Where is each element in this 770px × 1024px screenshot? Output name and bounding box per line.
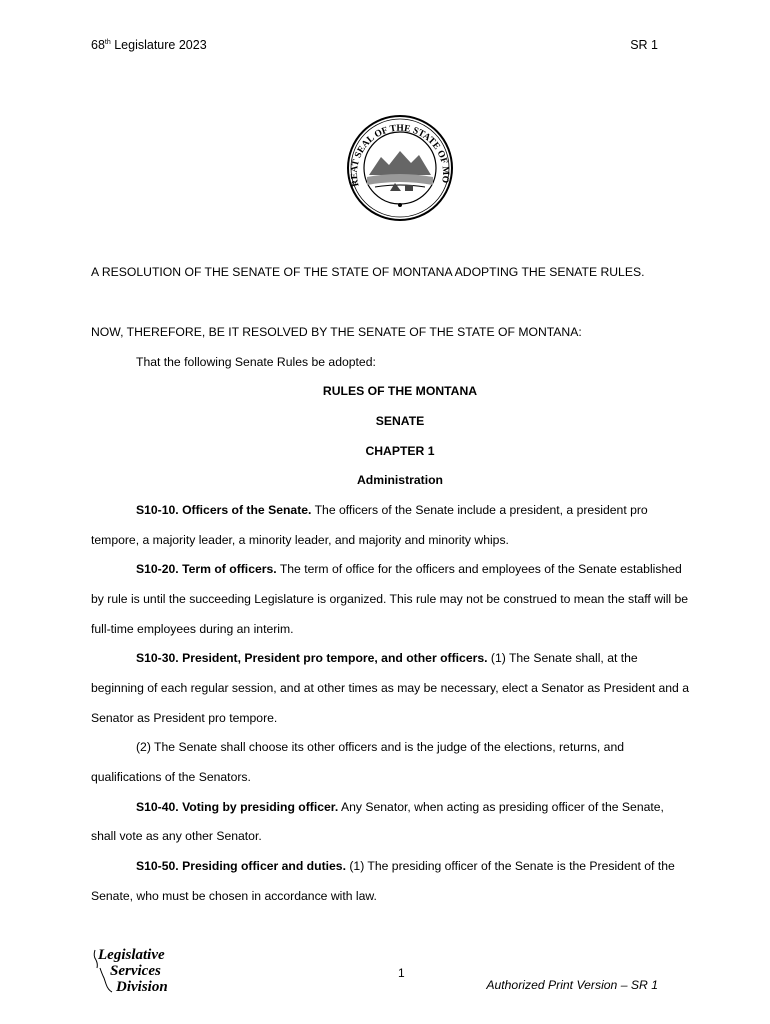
rule-s10-10: S10-10. Officers of the Senate. The officers of the Senate include a president, a president pro (136, 503, 648, 517)
rule-s10-20-cont2: full-time employees during an interim. (91, 622, 294, 636)
chapter-heading: CHAPTER 1 (365, 444, 435, 458)
rule-s10-40: S10-40. Voting by presiding officer. Any Senator, when acting as presiding officer of the Senate, (136, 800, 664, 814)
seal-text: REAT SEAL OF THE STATE OF MO (349, 123, 451, 188)
rules-heading: RULES OF THE MONTANA (322, 384, 478, 398)
session-number: 68 (91, 38, 105, 52)
session-label: Legislature 2023 (110, 38, 207, 52)
authorized-version: Authorized Print Version – SR 1 (486, 978, 658, 992)
rule-s10-30-heading: S10-30. President, President pro tempore, and other officers. (136, 651, 488, 665)
rule-s10-50-heading: S10-50. Presiding officer and duties. (136, 859, 346, 873)
bill-id: SR 1 (630, 38, 658, 52)
rule-s10-10-heading: S10-10. Officers of the Senate. (136, 503, 312, 517)
senate-heading: SENATE (375, 414, 425, 428)
legislative-services-logo (92, 946, 182, 998)
rule-s10-30-cont2: Senator as President pro tempore. (91, 711, 278, 725)
rule-s10-20: S10-20. Term of officers. The term of office for the officers and employees of the Senate established (136, 562, 682, 576)
logo-line-3: Division (116, 979, 168, 995)
rule-s10-30-cont: beginning of each regular session, and at other times as may be necessary, elect a Senator as President and a (91, 681, 689, 695)
rule-s10-20-heading: S10-20. Term of officers. (136, 562, 277, 576)
administration-heading: Administration (357, 473, 443, 487)
session-header (91, 38, 207, 52)
rule-s10-30-sub2-cont: qualifications of the Senators. (91, 770, 251, 784)
rule-s10-30: S10-30. President, President pro tempore, and other officers. (1) The Senate shall, at the (136, 651, 638, 665)
session-ordinal: th (104, 38, 111, 46)
rule-s10-50: S10-50. Presiding officer and duties. (1) The presiding officer of the Senate is the President of the (136, 859, 675, 873)
rule-s10-30-sub2: (2) The Senate shall choose its other officers and is the judge of the elections, returns, and (136, 740, 625, 754)
rule-s10-20-cont: by rule is until the succeeding Legislature is organized. This rule may not be construed to mean the staff will be (91, 592, 689, 606)
rule-s10-10-cont: tempore, a majority leader, a minority leader, and majority and minority whips. (91, 533, 509, 547)
logo-line-2: Services (110, 963, 161, 979)
rule-s10-50-cont: Senate, who must be chosen in accordance with law. (91, 889, 377, 903)
montana-state-seal-icon (345, 113, 455, 223)
rule-s10-40-heading: S10-40. Voting by presiding officer. (136, 800, 339, 814)
resolved-clause: NOW, THEREFORE, BE IT RESOLVED BY THE SENATE OF THE STATE OF MONTANA: (91, 325, 582, 339)
logo-line-1: Legislative (98, 947, 165, 963)
resolution-title: A RESOLUTION OF THE SENATE OF THE STATE OF MONTANA ADOPTING THE SENATE RULES. (91, 265, 645, 279)
page-number: 1 (398, 966, 405, 980)
adopted-clause: That the following Senate Rules be adopted: (136, 355, 376, 369)
rule-s10-40-cont: shall vote as any other Senator. (91, 829, 262, 843)
